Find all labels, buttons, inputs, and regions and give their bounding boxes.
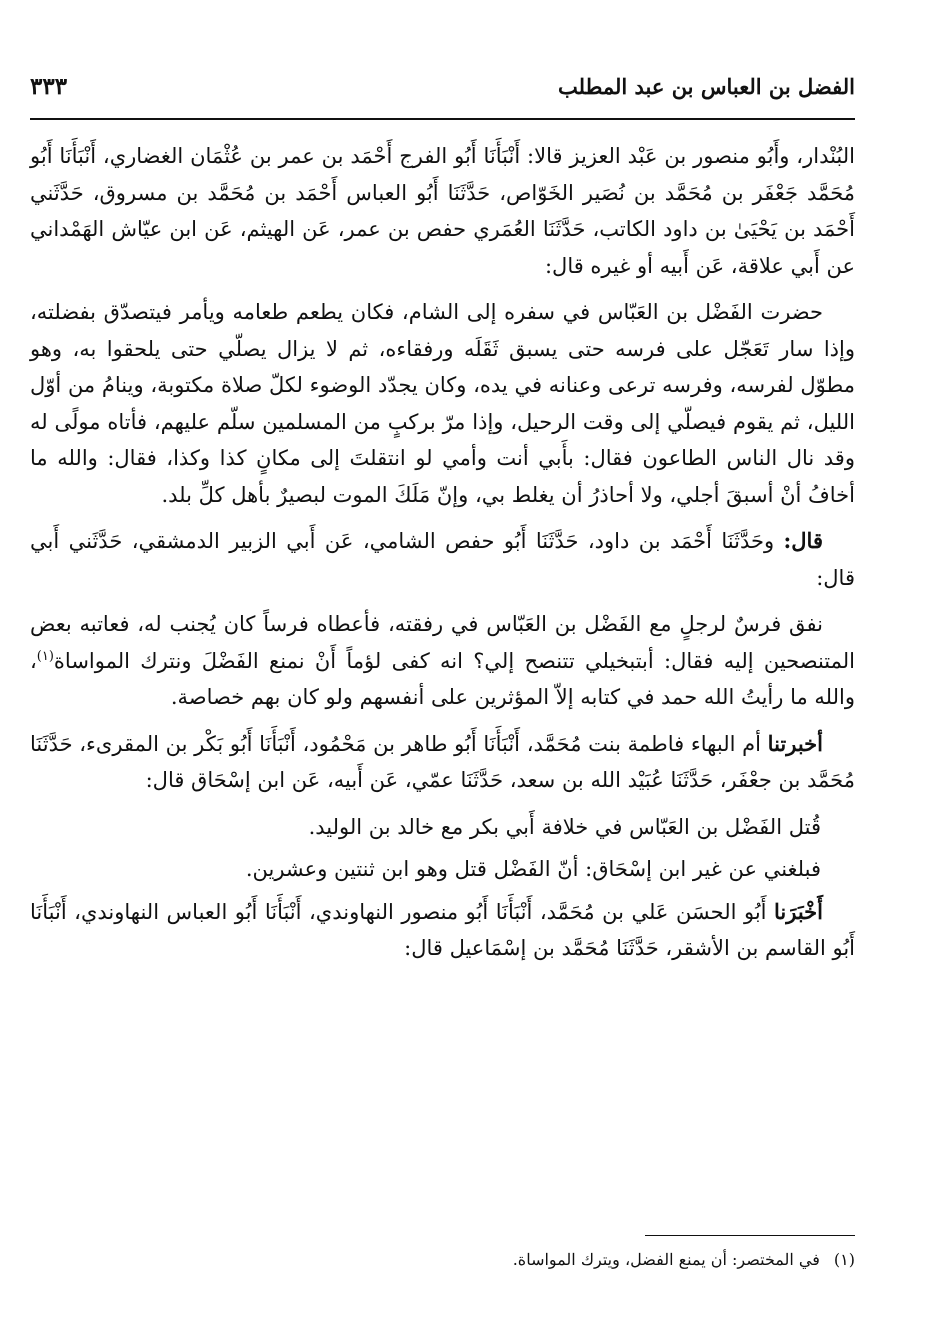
isnad-paragraph-3 bbox=[30, 726, 855, 799]
isnad-paragraph-2 bbox=[30, 523, 855, 596]
narration-paragraph-3 bbox=[30, 809, 855, 846]
paragraph-lead: أخبرتنا bbox=[767, 730, 823, 756]
footnote-rule bbox=[645, 1235, 855, 1236]
header-rule bbox=[30, 118, 855, 120]
running-title: الفضل بن العباس بن عبد المطلب bbox=[558, 74, 855, 99]
narration-paragraph-2 bbox=[30, 606, 855, 716]
footnote-marker: (١) bbox=[833, 1250, 855, 1269]
paragraph-text-tail: ، والله ما رأيتُ الله حمد في كتابه إلاّ المؤثرين على أنفسهم ولو كان بهم خصاصة. bbox=[30, 648, 855, 709]
paragraph-text: نفق فرسٌ لرجلٍ مع الفَضْل بن العَبّاس في رفقته، فأعطاه فرساً كان يُجنب له، فعاتبه بعض المتنصحين إليه فقال: أبتبخيلي تتنصح إلي؟ انه كفى لؤماً أَنْ نمنع الفَضْلَ ونترك المواساة bbox=[30, 612, 855, 673]
paragraph-text: قُتل الفَضْل بن العَبّاس في خلافة أَبي بكر مع خالد بن الوليد. bbox=[308, 814, 821, 839]
main-text bbox=[30, 138, 855, 977]
paragraph-text: فبلغني عن غير ابن إسْحَاق: أنّ الفَضْل قتل وهو ابن ثنتين وعشرين. bbox=[245, 857, 821, 881]
narration-paragraph-4 bbox=[30, 851, 855, 888]
paragraph-lead: أَخْبَرَنا bbox=[774, 898, 823, 924]
narration-paragraph-1 bbox=[30, 294, 855, 513]
page-number: ٣٣٣ bbox=[30, 73, 68, 100]
footnote bbox=[513, 1248, 855, 1272]
paragraph-text: وحَدَّثَنَا أَحْمَد بن داود، حَدَّثَنَا أَبُو حفص الشامي، عَن أَبي الزبير الدمشقي، حَدَّثَني أَبي قال: bbox=[30, 529, 855, 590]
paragraph-text: البُنْدار، وأَبُو منصور بن عَبْد العزيز قالا: أَنْبَأَنَا أَبُو الفرج أَحْمَد بن عمر بن عُثْمَان الغضاري، أَنْبَأَنَا أَبُو مُحَمَّد جَعْفَر بن مُحَمَّد بن نُصَير الخَوّاص، حَدَّثَنَا أَبُو العباس أَحْمَد بن مُحَمَّد بن مسروق، حَدَّثَني أَحْمَد بن يَحْيَىٰ بن داود الكاتب، حَدَّثَنَا العُمَري حفص بن عمر، عَن الهيثم، عَن ابن عيّاش الهَمْداني عن أَبي علاقة، عَن أَبيه أو غيره قال: bbox=[30, 144, 855, 278]
isnad-paragraph-4 bbox=[30, 894, 855, 967]
isnad-paragraph-1 bbox=[30, 138, 855, 284]
paragraph-lead: قال: bbox=[783, 528, 823, 553]
footnote-reference[interactable]: (١) bbox=[36, 648, 54, 664]
paragraph-text: أَبُو الحسَن عَلي بن مُحَمَّد، أَنْبَأَنَا أَبُو منصور النهاوندي، أَنْبَأَنَا أَبُو العباس النهاوندي، أَنْبَأَنَا أَبُو القاسم بن الأشقر، حَدَّثَنَا مُحَمَّد بن إسْمَاعيل قال: bbox=[30, 899, 855, 960]
paragraph-text: أم البهاء فاطمة بنت مُحَمَّد، أَنْبَأَنَا أَبُو طاهر بن مَحْمُود، أَنْبَأَنَا أَبُو بَكْر بن المقرىء، حَدَّثَنَا مُحَمَّد بن جعْفَر، حَدَّثَنَا عُبَيْد الله بن سعد، حَدَّثَنَا عمّي، عَن أَبيه، عَن ابن إسْحَاق قال: bbox=[30, 731, 855, 792]
footnote-text: في المختصر: أن يمنع الفضل، ويترك المواساة. bbox=[512, 1250, 820, 1269]
paragraph-text: حضرت الفَضْل بن العَبّاس في سفره إلى الشام، فكان يطعم طعامه ويأمر فيتصدّق بفضلته، وإذا سار تَعَجّل على فرسه حتى يسبق ثَقَلَه ورفقاءه، ثم لا يزال يصلّي حتى يلحقوا به، وهو مطوّل لفرسه، وفرسه ترعى وعنانه في يده، وكان يجدّد الوضوء لكلّ صلاة مكتوبة، وينامُ من أوّل الليل، ثم يقوم فيصلّي إلى وقت الرحيل، وإذا مرّ بركبٍ من المسلمين سلّم عليهم، فأتاه مولًى له وقد نال الناس الطاعون فقال: بأَبي أنت وأمي لو انتقلتَ إلى مكانٍ كذا وكذا، فقال: والله ما أخافُ أنْ أسبقَ أجلي، ولا أحاذرُ أن يغلط بي، وإنّ مَلَكَ الموت لبصيرٌ بأهل كلِّ بلد. bbox=[30, 300, 855, 507]
